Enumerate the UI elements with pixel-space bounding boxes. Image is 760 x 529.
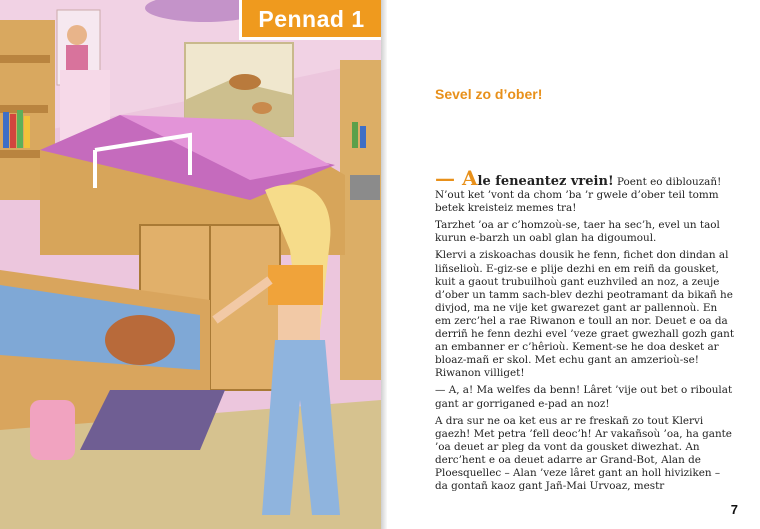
body-text [435,166,735,497]
chapter-title: Pennad 1 [258,6,365,32]
paragraph-1-rest: Poent eo diblouzañ! N’out ket ’vont da chom ’ba ’r gwele d’ober teil tomm betek kreisteiz memes tra! [435,176,722,215]
paragraph-2: Tarzhet ’oa ar c’homzoù-se, taer ha sec’h, evel un taol kurun e-barzh un oabl glan ha digoumoul. [435,219,720,245]
chapter-tab [239,0,381,40]
paragraph-5: A dra sur ne oa ket eus ar re freskañ zo tout Klervi gaezh! Met petra ’fell deoc’h! Ar vakañsoù ’oa, ha gante ’oa deuet ar pleg da vont da gousket diwezhat. An derc’hent e oa deuet adarre ar Grand-Bot, Alan de Ploesquellec – Alan ’veze lâret gant an holl hiviziken – da gontañ kaoz gant Jañ-Mai Urvoaz, mestr [435,414,732,493]
opening-words: le feneantez vrein! [477,174,614,189]
text-page [387,0,760,529]
paragraph-1 [435,166,735,215]
section-title: Sevel zo d’ober! [435,86,543,102]
paragraph-3: Klervi a ziskoachas dousik he fenn, fichet don dindan al liñselioù. E-giz-se e plije dezhi en em reiñ da gousket, kuit a gaout trubuilhoù gant euzhviled an noz, a zeuje d’ober un tamm sach-blev dezhi peotramant da bikañ he divjod, ma ne vije ket gwarezet gant ar pallennoù. En em zerc’hel a rae Riwanon e toull an nor. Deuet e oa da derriñ he fenn dezhi evel ’veze graet gwezhall gozh gant an embanner er c’hêrioù. Kement-se he doa desket ar bloaz-mañ er skol. Met echu gant an amzerioù-se! Riwanon villiget! [435,249,735,380]
page-number: 7 [730,502,738,517]
opening-dash: — [435,166,462,190]
paragraph-4: — A, a! Ma welfes da benn! Lâret ’vije out bet o riboulat gant ar gorriganed e-pad an noz! [435,384,733,410]
drop-cap: A [461,166,478,190]
